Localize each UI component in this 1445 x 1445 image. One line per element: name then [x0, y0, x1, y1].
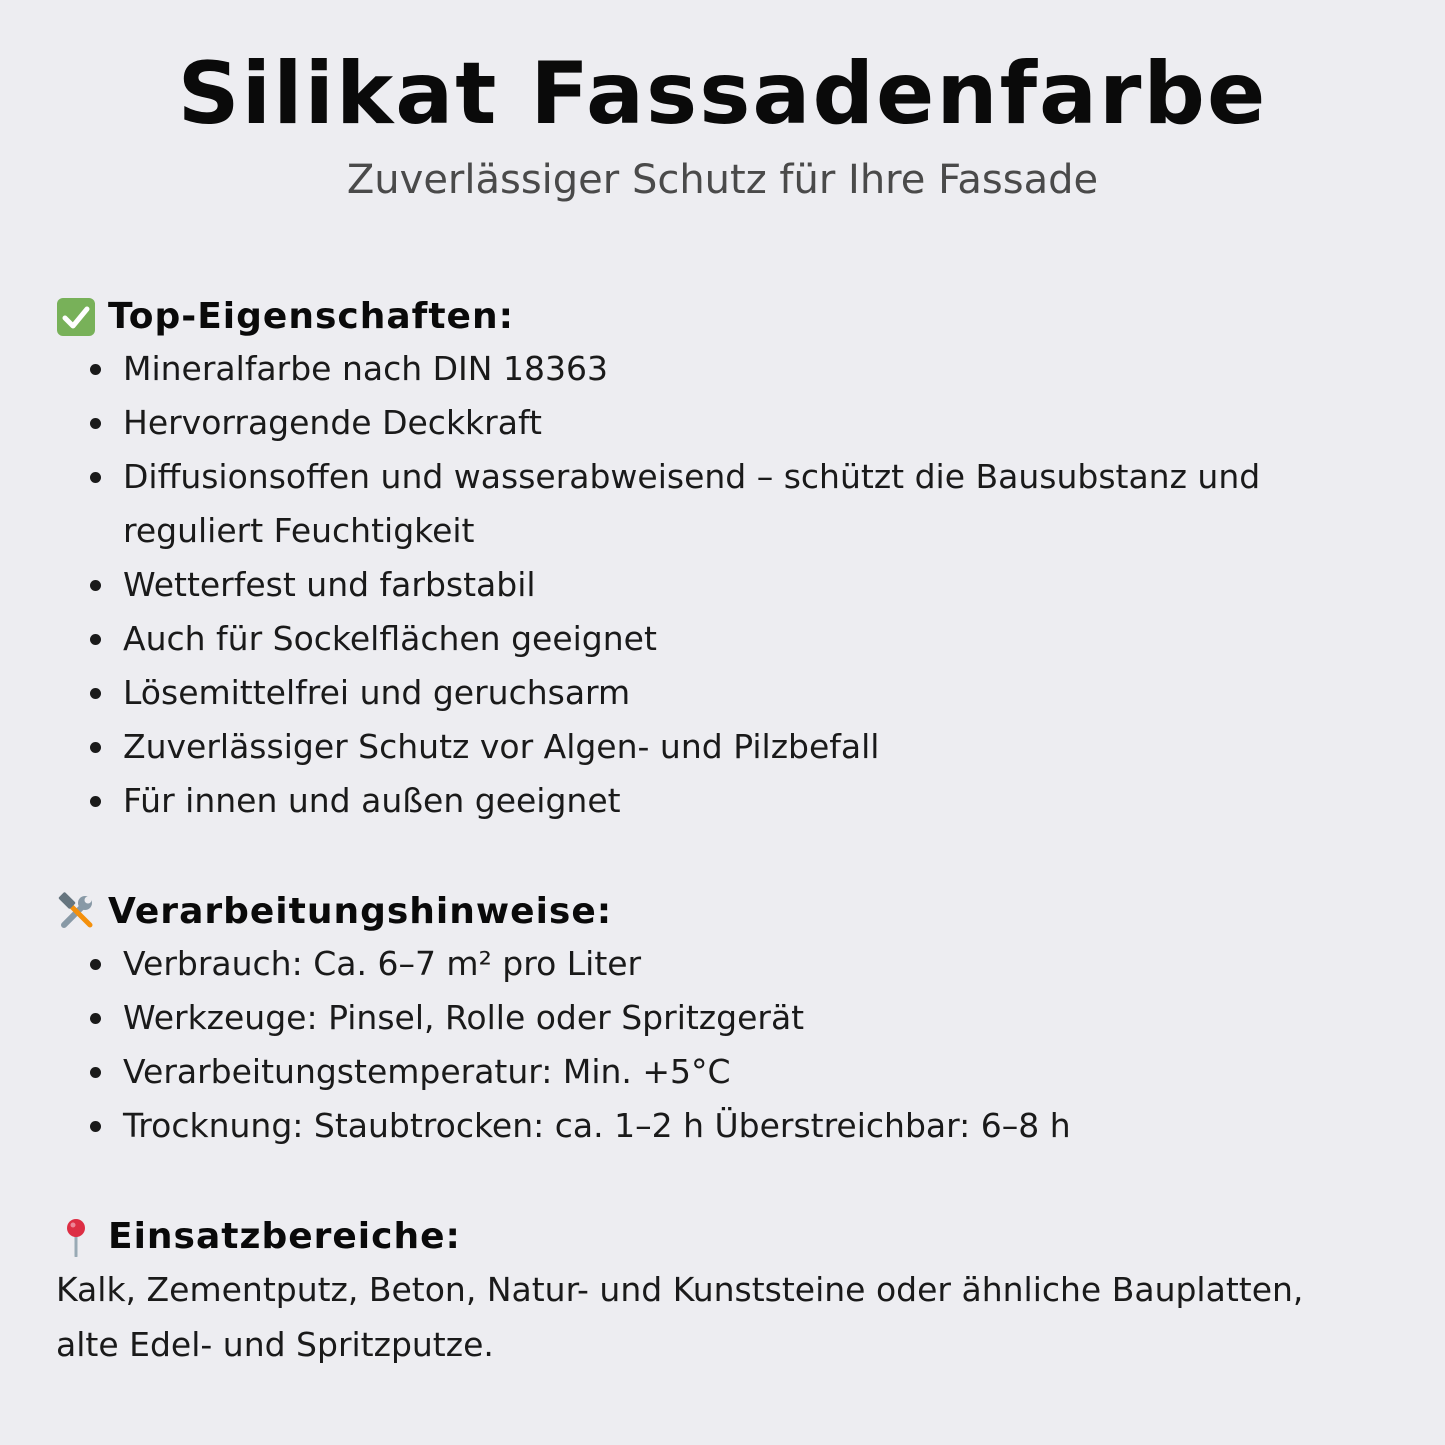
section-heading-text: Einsatzbereiche:	[108, 1216, 461, 1257]
check-mark-icon	[56, 297, 96, 337]
list-item: Verbrauch: Ca. 6–7 m² pro Liter	[123, 937, 1396, 991]
page-subtitle: Zuverlässiger Schutz für Ihre Fassade	[346, 157, 1099, 203]
section-properties	[56, 292, 1396, 828]
list-item: Lösemittelfrei und geruchsarm	[123, 666, 1396, 720]
applications-text: Kalk, Zementputz, Beton, Natur- und Kunststeine oder ähnliche Bauplatten, alte Edel- und Spritzputze.	[56, 1270, 1304, 1364]
list-item: Wetterfest und farbstabil	[123, 558, 1396, 612]
round-pushpin-icon	[56, 1217, 96, 1257]
section-heading-properties	[56, 292, 1396, 342]
list-item: Diffusionsoffen und wasserabweisend – schützt die Bausubstanz und reguliert Feuchtigkeit	[123, 450, 1396, 558]
section-heading-text: Top-Eigenschaften:	[108, 296, 514, 337]
section-processing	[56, 887, 1396, 1153]
section-applications	[56, 1212, 1396, 1372]
list-item: Zuverlässiger Schutz vor Algen- und Pilzbefall	[123, 720, 1396, 774]
hammer-and-wrench-icon	[56, 892, 96, 932]
list-item: Trocknung: Staubtrocken: ca. 1–2 h Überstreichbar: 6–8 h	[123, 1099, 1396, 1153]
list-item: Auch für Sockelflächen geeignet	[123, 612, 1396, 666]
properties-list	[56, 342, 1396, 828]
list-item: Mineralfarbe nach DIN 18363	[123, 342, 1396, 396]
list-item: Verarbeitungstemperatur: Min. +5°C	[123, 1045, 1396, 1099]
list-item: Hervorragende Deckkraft	[123, 396, 1396, 450]
processing-list	[56, 937, 1396, 1153]
section-heading-processing	[56, 887, 1396, 937]
section-heading-text: Verarbeitungshinweise:	[108, 891, 613, 932]
page-title: Silikat Fassadenfarbe	[177, 44, 1268, 144]
section-heading-applications	[56, 1212, 1396, 1262]
list-item: Für innen und außen geeignet	[123, 774, 1396, 828]
list-item: Werkzeuge: Pinsel, Rolle oder Spritzgerät	[123, 991, 1396, 1045]
